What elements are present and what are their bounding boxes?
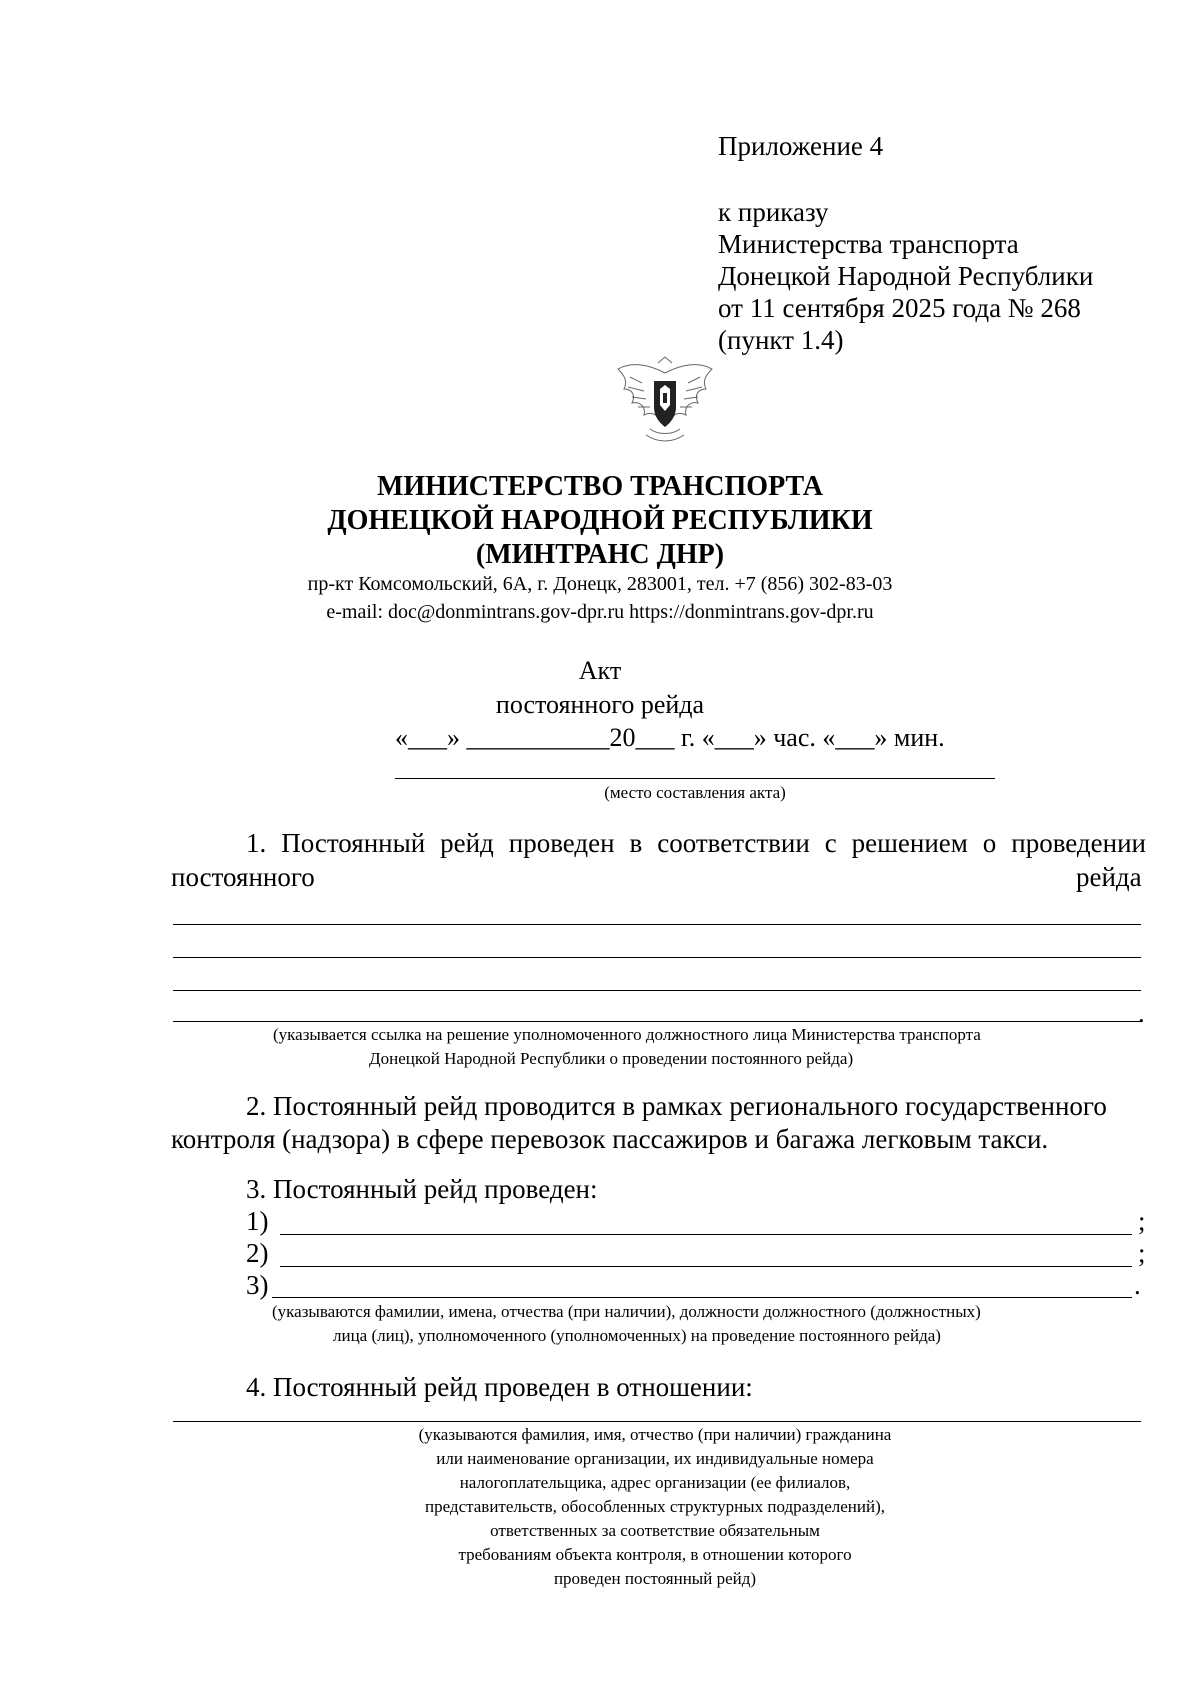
- organization-email-web: e-mail: doc@donmintrans.gov-dpr.ru https://donmintrans.gov-dpr.ru: [326, 601, 874, 623]
- dpr-coat-of-arms-icon: [610, 355, 720, 447]
- section3-caption-line2: лица (лиц), уполномоченного (уполномоченных) на проведение постоянного рейда): [333, 1326, 941, 1345]
- appendix-line: Донецкой Народной Республики: [718, 261, 1094, 291]
- section1-blank-line: [173, 924, 1141, 925]
- section1-blank-line: [173, 957, 1141, 958]
- section3-item-end: ;: [1138, 1238, 1146, 1268]
- section3-item-blank: [280, 1234, 1132, 1235]
- appendix-line: (пункт 1.4): [718, 325, 844, 355]
- organization-name-line: ДОНЕЦКОЙ НАРОДНОЙ РЕСПУБЛИКИ: [327, 505, 873, 536]
- section4-caption-line: налогоплательщика, адрес организации (ее филиалов,: [459, 1473, 851, 1492]
- section2-line2: контроля (надзора) в сфере перевозок пассажиров и багажа легковым такси.: [171, 1124, 1049, 1154]
- organization-name: [0, 470, 1200, 572]
- section4-caption-line: требованиям объекта контроля, в отношении которого: [458, 1545, 852, 1564]
- section4-caption-line: (указываются фамилия, имя, отчество (при наличии) гражданина: [418, 1425, 892, 1444]
- section3-item-blank: [280, 1266, 1132, 1267]
- section4-caption-line: ответственных за соответствие обязательным: [490, 1521, 820, 1540]
- section1-line2-right: рейда: [1076, 862, 1142, 892]
- place-blank-line: [395, 778, 995, 779]
- section3-item-end: ;: [1138, 1206, 1146, 1236]
- section1-caption-line1: (указывается ссылка на решение уполномоченного должностного лица Министерства транспорта: [273, 1025, 981, 1044]
- section3-item-label: 3): [246, 1270, 269, 1300]
- place-caption: (место составления акта): [604, 783, 786, 802]
- organization-name-line: МИНИСТЕРСТВО ТРАНСПОРТА: [376, 471, 824, 502]
- section4-caption-line: представительств, обособленных структурных подразделений),: [425, 1497, 885, 1516]
- organization-contacts: [0, 570, 1200, 626]
- section1-blank-line: [173, 1021, 1141, 1022]
- act-date-line: «___» ___________20___ г. «___» час. «___» мин.: [395, 723, 945, 752]
- organization-address: пр-кт Комсомольский, 6А, г. Донецк, 283001, тел. +7 (856) 302-83-03: [307, 573, 893, 595]
- section1-line1: 1. Постоянный рейд проведен в соответствии с решением о проведении: [246, 828, 1146, 858]
- section3-item-label: 1): [246, 1206, 269, 1236]
- section3-item-label: 2): [246, 1238, 269, 1268]
- section3-item-blank: [272, 1297, 1132, 1298]
- section3-item-end: .: [1134, 1270, 1141, 1300]
- section3-heading: 3. Постоянный рейд проведен:: [246, 1174, 598, 1204]
- section1-end-mark: .: [1138, 998, 1145, 1028]
- section4-caption-line: или наименование организации, их индивидуальные номера: [436, 1449, 874, 1468]
- section1-caption-line2: Донецкой Народной Республики о проведении постоянного рейда): [369, 1049, 854, 1068]
- appendix-line: от 11 сентября 2025 года № 268: [718, 293, 1081, 323]
- section4-caption-line: проведен постоянный рейд): [553, 1569, 757, 1588]
- appendix-title: Приложение 4: [718, 131, 884, 161]
- section2-line1: 2. Постоянный рейд проводится в рамках регионального государственного: [246, 1091, 1107, 1121]
- appendix-reference: [718, 196, 1093, 356]
- act-title: Акт: [578, 656, 622, 685]
- act-subtitle: постоянного рейда: [495, 690, 705, 719]
- section1-line2-left: постоянного: [171, 862, 315, 892]
- section3-caption-line1: (указываются фамилии, имена, отчества (при наличии), должности должностного (должностных): [272, 1302, 981, 1321]
- organization-abbreviation: (МИНТРАНС ДНР): [475, 539, 725, 570]
- section1-blank-line: [173, 990, 1141, 991]
- section4-blank-line: [173, 1421, 1141, 1422]
- appendix-line: к приказу: [718, 197, 829, 227]
- section4-caption: [0, 1423, 1200, 1591]
- appendix-line: Министерства транспорта: [718, 229, 1019, 259]
- section4-heading: 4. Постоянный рейд проведен в отношении:: [246, 1372, 753, 1402]
